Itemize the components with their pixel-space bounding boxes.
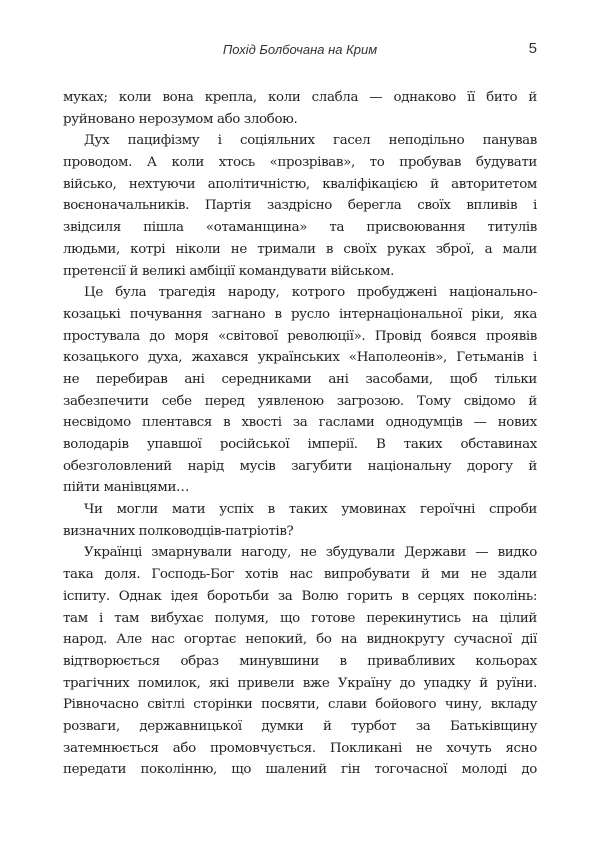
text-line: муках; коли вона крепла, коли слабла — однаково її бито й	[63, 90, 537, 105]
running-title: Похід Болбочана на Крим	[222, 42, 378, 57]
text-line: простувала до моря «світової революції». Провід боявся проявів	[63, 328, 537, 344]
text-line: трагічних помилок, які привели вже Україну до упадку й руїни.	[63, 675, 537, 691]
text-line: Українці змарнували нагоду, не збудували Держави — видко	[84, 545, 537, 561]
body-text	[63, 87, 537, 781]
text-line: там і там вибухає полумя, що готове перекинутись на цілий	[63, 610, 537, 626]
text-line: воєноначальників. Партія заздрісно берегла своїх впливів і	[63, 198, 537, 214]
text-line: Рівночасно світлі сторінки посвяти, слави бойового чину, вкладу	[63, 697, 537, 713]
text-line: така доля. Господь-Бог хотів нас випробувати й ми не здали	[63, 567, 537, 583]
text-line: володарів упавшої російської імперії. В таких обставинах	[63, 437, 537, 452]
text-line: розваги, державницької думки й турбот за Батьківщину	[63, 718, 537, 734]
text-line: несвідомо плентався в хвості за гаслами однодумців — нових	[63, 415, 537, 431]
paragraph	[63, 130, 537, 282]
text-line: людьми, котрі ніколи не тримали в своїх руках зброї, а мали	[63, 241, 537, 257]
text-line: проводом. А коли хтось «прозрівав», то пробував будувати	[63, 155, 537, 171]
text-line: пійти манівцями…	[63, 480, 190, 496]
text-line: затемнюється або промовчується. Покликані не хочуть ясно	[63, 740, 537, 756]
text-line: Чи могли мати успіх в таких умовинах героїчні спроби	[84, 502, 537, 518]
text-line: Дух пацифізму і соціяльних гасел неподільно панував	[84, 133, 537, 149]
text-line: передати поколінню, що шалений гін тогочасної молоді до	[63, 762, 537, 778]
text-line: народ. Але нас огортає непокий, бо на виднокругу сучасної дії	[63, 632, 537, 648]
paragraph	[63, 542, 537, 781]
paragraph	[63, 87, 537, 130]
text-line: іспиту. Однак ідея боротьби за Волю горить в серцях поколінь:	[63, 588, 537, 604]
text-line: Це була трагедія народу, котрого пробуджені національно-	[84, 285, 537, 301]
text-line: військо, нехтуючи аполітичністю, кваліфікацією й авторитетом	[63, 176, 537, 192]
text-line: забезпечити себе перед уявленою загрозою. Тому свідомо й	[63, 393, 537, 409]
text-line: звідсиля пішла «отаманщина» та присвоювання титулів	[63, 220, 537, 236]
paragraph	[63, 282, 537, 499]
text-line: відтворюється образ минувшини в привабливих кольорах	[63, 653, 537, 669]
text-line: обезголовлений нарід мусів загубити національну дорогу й	[63, 458, 537, 474]
text-line: претенсії й великі амбіції командувати військом.	[63, 263, 394, 279]
paragraph	[63, 499, 537, 542]
text-line: козацького духа, жахався українських «Наполеонів», Гетьманів і	[63, 350, 537, 366]
text-line: козацькі почування загнано в русло інтернаціональної ріки, яка	[63, 306, 537, 322]
running-header	[63, 40, 537, 60]
text-line: руйновано нерозумом або злобою.	[63, 111, 298, 127]
text-line: визначних полководців-патріотів?	[63, 523, 294, 539]
page-number: 5	[528, 40, 537, 57]
text-line: не перебирав ані середниками ані засобами, щоб тільки	[63, 371, 537, 387]
